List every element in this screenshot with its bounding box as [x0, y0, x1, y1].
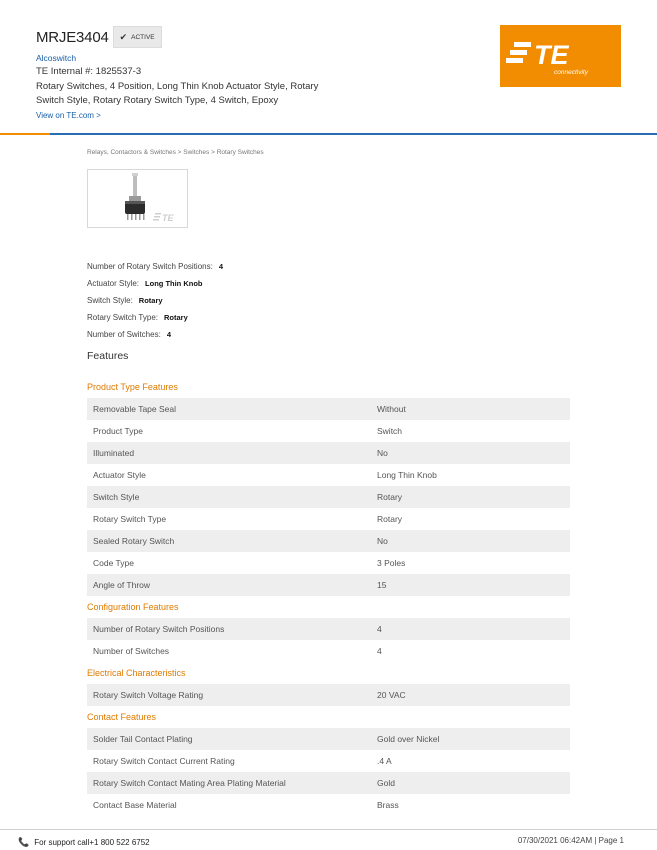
feature-value: Rotary	[377, 514, 403, 524]
table-row	[87, 574, 570, 596]
feature-value: Long Thin Knob	[377, 470, 437, 480]
attribute-value: Rotary	[164, 313, 188, 322]
attribute-label: Number of Switches:	[87, 330, 161, 339]
feature-name: Actuator Style	[93, 470, 146, 480]
attribute-label: Actuator Style:	[87, 279, 140, 288]
part-row	[36, 26, 162, 48]
breadcrumb[interactable]: Relays, Contactors & Switches > Switches > Rotary Switches	[87, 149, 264, 156]
attribute-label: Rotary Switch Type:	[87, 313, 158, 322]
feature-value: Gold	[377, 778, 395, 788]
table-row	[87, 398, 570, 420]
table-row	[87, 464, 570, 486]
attribute-value: 4	[218, 262, 223, 271]
attribute-row	[87, 275, 223, 292]
feature-value: Gold over Nickel	[377, 734, 440, 744]
attribute-value: 4	[166, 330, 171, 339]
feature-value: Brass	[377, 800, 399, 810]
status-label: ACTIVE	[131, 33, 155, 41]
feature-name: Code Type	[93, 558, 134, 568]
feature-name: Contact Base Material	[93, 800, 177, 810]
status-badge	[113, 26, 162, 48]
table-row	[87, 728, 570, 750]
attribute-label: Switch Style:	[87, 296, 133, 305]
te-connectivity-logo	[500, 25, 621, 87]
svg-text:TE: TE	[534, 40, 569, 70]
feature-value: 4	[377, 646, 382, 656]
support-line	[18, 837, 150, 848]
table-row	[87, 508, 570, 530]
thumbnail-watermark: TE	[162, 213, 174, 223]
feature-value: 4	[377, 624, 382, 634]
feature-name: Product Type	[93, 426, 143, 436]
feature-name: Switch Style	[93, 492, 140, 502]
attribute-row	[87, 309, 223, 326]
table-row	[87, 794, 570, 816]
header-rule	[50, 133, 657, 135]
feature-name: Sealed Rotary Switch	[93, 536, 175, 546]
svg-text:connectivity: connectivity	[554, 69, 588, 76]
feature-name: Illuminated	[93, 448, 135, 458]
brand-link[interactable]: Alcoswitch	[36, 53, 77, 63]
header-rule-accent	[0, 133, 50, 135]
feature-sections	[87, 376, 570, 816]
feature-name: Solder Tail Contact Plating	[93, 734, 193, 744]
feature-value: 20 VAC	[377, 690, 406, 700]
section-title: Configuration Features	[87, 602, 179, 612]
support-text: For support call+1 800 522 6752	[34, 838, 150, 847]
attribute-row	[87, 258, 223, 275]
attribute-row	[87, 326, 223, 343]
feature-name: Number of Rotary Switch Positions	[93, 624, 225, 634]
table-row	[87, 750, 570, 772]
feature-name: Angle of Throw	[93, 580, 151, 590]
page-header	[0, 0, 657, 134]
phone-icon: 📞	[18, 837, 30, 847]
feature-value: Rotary	[377, 492, 403, 502]
product-image	[87, 169, 188, 228]
section-title: Contact Features	[87, 712, 157, 722]
section-title: Product Type Features	[87, 382, 178, 392]
table-row	[87, 552, 570, 574]
table-row	[87, 420, 570, 442]
attribute-value: Long Thin Knob	[145, 279, 203, 288]
feature-name: Rotary Switch Contact Mating Area Plating Material	[93, 778, 286, 788]
attribute-value: Rotary	[138, 296, 163, 305]
feature-value: .4 A	[377, 756, 392, 766]
attribute-label: Number of Rotary Switch Positions:	[87, 262, 213, 271]
section-title: Electrical Characteristics	[87, 668, 186, 678]
table-row	[87, 618, 570, 640]
feature-value: 15	[377, 580, 387, 590]
table-row	[87, 442, 570, 464]
feature-value: Switch	[377, 426, 403, 436]
features-heading: Features	[87, 350, 129, 362]
table-row	[87, 530, 570, 552]
view-on-te-link[interactable]: View on TE.com >	[36, 111, 101, 120]
check-icon: ✔	[119, 31, 128, 42]
table-row	[87, 486, 570, 508]
feature-name: Removable Tape Seal	[93, 404, 177, 414]
feature-value: No	[377, 448, 388, 458]
feature-name: Rotary Switch Contact Current Rating	[93, 756, 235, 766]
table-row	[87, 640, 570, 662]
product-description: Rotary Switches, 4 Position, Long Thin Knob Actuator Style, Rotary Switch Style, Rotary Rotary Switch Type, 4 Switch, Epoxy	[36, 81, 319, 106]
page-info: 07/30/2021 06:42AM | Page 1	[517, 836, 624, 845]
feature-name: Rotary Switch Voltage Rating	[93, 690, 204, 700]
feature-value: 3 Poles	[377, 558, 406, 568]
feature-value: No	[377, 536, 388, 546]
internal-number: TE Internal #: 1825537-3	[36, 66, 142, 77]
feature-name: Rotary Switch Type	[93, 514, 167, 524]
table-row	[87, 772, 570, 794]
key-attributes	[87, 258, 223, 343]
page-footer	[0, 829, 657, 850]
table-row	[87, 684, 570, 706]
attribute-row	[87, 292, 223, 309]
feature-name: Number of Switches	[93, 646, 170, 656]
feature-value: Without	[377, 404, 406, 414]
part-number: MRJE3404	[36, 28, 109, 46]
